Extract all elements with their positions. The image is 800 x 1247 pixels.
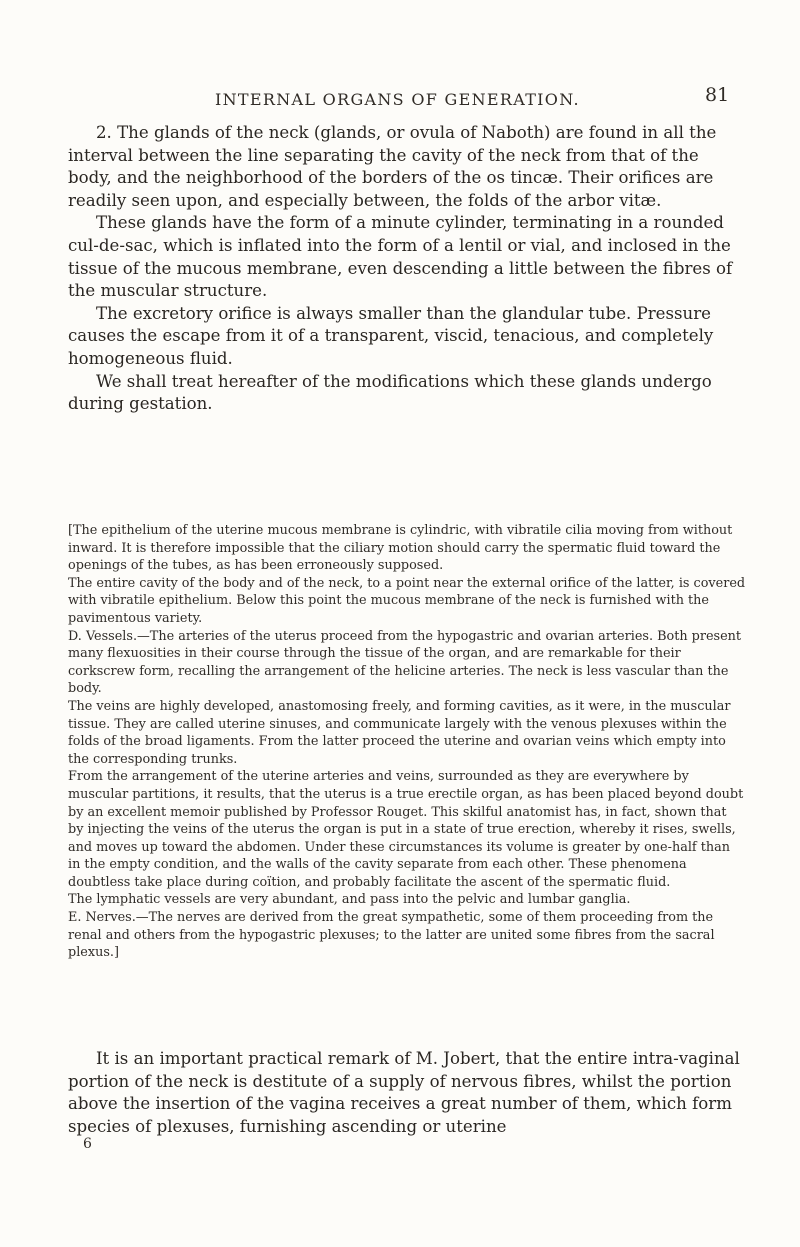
paragraph-gestation: We shall treat hereafter of the modifications which these glands undergo during gestation. [68, 371, 712, 414]
note-lymphatics: The lymphatic vessels are very abundant, and pass into the pelvic and lumbar ganglia. [68, 892, 631, 908]
editor-notes-block [68, 522, 746, 962]
paragraph-jobert-remark: It is an important practical remark of M. Jobert, that the entire intra-vaginal portion of the neck is destitute of a supply of nervous fibres, whilst the portion above the insertion of the vagina receives a great number of them, which form species of plexuses, furnishing ascending or uterine [68, 1049, 740, 1136]
note-nerves: E. Nerves.—The nerves are derived from the great sympathetic, some of them proceeding from the renal and others from the hypogastric plexuses; to the latter are united some fibres from the sacral plexus.] [68, 910, 715, 961]
note-veins: The veins are highly developed, anastomosing freely, and forming cavities, as it were, in the muscular tissue. They are called uterine sinuses, and communicate largely with the venous plexuses within the folds of the broad ligaments. From the latter proceed the uterine and ovarian veins which empty into the corresponding trunks. [68, 698, 731, 767]
closing-text-block [68, 1048, 746, 1138]
note-cavity-epithelium: The entire cavity of the body and of the neck, to a point near the external orifice of the latter, is covered with vibratile epithelium. Below this point the mucous membrane of the neck is furnished with the pavimentous variety. [68, 575, 746, 626]
paragraph-glands-of-neck: 2. The glands of the neck (glands, or ovula of Naboth) are found in all the interval between the line separating the cavity of the neck from that of the body, and the neighborhood of the borders of the os tincæ. Their orifices are readily seen upon, and especially between, the folds of the arbor vitæ. [68, 123, 717, 210]
note-vessels: D. Vessels.—The arteries of the uterus proceed from the hypogastric and ovarian arteries. Both present many flexuosities in their course through the tissue of the organ, and are remarkable for their corkscrew form, recalling the arrangement of the helicine arteries. The neck is less vascular than the body. [68, 628, 742, 697]
main-text-block [68, 122, 746, 416]
paragraph-gland-form: These glands have the form of a minute cylinder, terminating in a rounded cul-de-sac, which is inflated into the form of a lentil or vial, and inclosed in the tissue of the mucous membrane, even descending a little between the fibres of the muscular structure. [68, 213, 733, 301]
note-epithelium: [The epithelium of the uterine mucous membrane is cylindric, with vibratile cilia moving from without inward. It is therefore impossible that the ciliary motion should carry the spermatic fluid toward the openings of the tubes, as has been erroneously supposed. [68, 523, 733, 574]
running-title: INTERNAL ORGANS OF GENERATION. [215, 90, 580, 109]
note-erectile-organ: From the arrangement of the uterine arteries and veins, surrounded as they are everywhere by muscular partitions, it results, that the uterus is a true erectile organ, as has been placed beyond doubt by an excellent memoir published by Professor Rouget. This skilful anatomist has, in fact, shown that by injecting the veins of the uterus the organ is put in a state of true erection, whereby it rises, swells, and moves up toward the abdomen. Under these circumstances its volume is greater by one-half than in the empty condition, and the walls of the cavity separate from each other. These phenomena doubtless take place during coïtion, and probably facilitate the ascent of the spermatic fluid. [68, 769, 744, 890]
signature-mark: 6 [83, 1136, 92, 1152]
page-number: 81 [705, 84, 730, 106]
paragraph-excretory-orifice: The excretory orifice is always smaller than the glandular tube. Pressure causes the escape from it of a transparent, viscid, tenacious, and completely homogeneous fluid. [68, 303, 714, 368]
